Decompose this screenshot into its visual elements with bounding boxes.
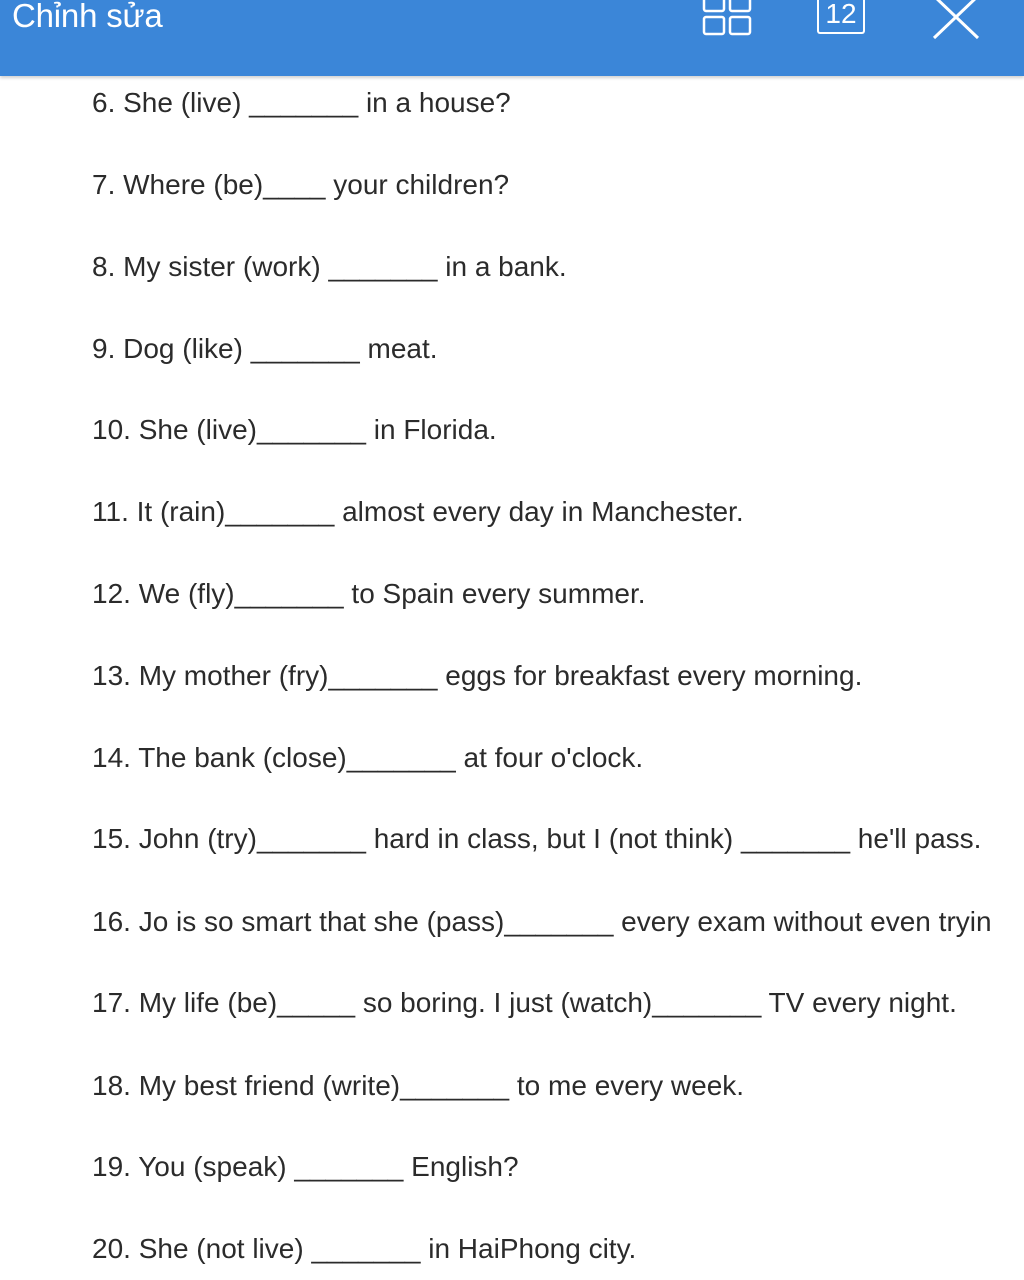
exercise-line: 20. She (not live) _______ in HaiPhong city. [92, 1233, 637, 1264]
exercise-line: 14. The bank (close)_______ at four o'clock. [92, 742, 644, 773]
exercise-line: 8. My sister (work) _______ in a bank. [92, 251, 567, 282]
exercise-line: 19. You (speak) _______ English? [92, 1151, 519, 1182]
exercise-line: 12. We (fly)_______ to Spain every summer. [92, 578, 646, 609]
exercise-line: 13. My mother (fry)_______ eggs for breakfast every morning. [92, 660, 863, 691]
top-bar [0, 0, 1024, 76]
exercise-line: 11. It (rain)_______ almost every day in Manchester. [92, 496, 744, 527]
page-title: Chỉnh sửa [12, 0, 163, 34]
close-icon [930, 0, 982, 40]
exercise-line: 16. Jo is so smart that she (pass)_______ every exam without even tryin [92, 906, 992, 937]
grid-view-button[interactable] [702, 0, 752, 38]
exercise-line: 10. She (live)_______ in Florida. [92, 414, 497, 445]
exercise-line: 9. Dog (like) _______ meat. [92, 333, 438, 364]
exercise-line: 17. My life (be)_____ so boring. I just (watch)_______ TV every night. [92, 987, 957, 1018]
page-count-button[interactable] [815, 0, 867, 40]
exercise-line: 15. John (try)_______ hard in class, but I (not think) _______ he'll pass. [92, 823, 982, 854]
exercise-line: 18. My best friend (write)_______ to me every week. [92, 1070, 745, 1101]
close-button[interactable] [930, 0, 982, 40]
page-count-icon [817, 0, 865, 34]
exercise-line: 7. Where (be)____ your children? [92, 169, 510, 200]
grid-view-icon [702, 0, 752, 38]
page-count: 12 [825, 0, 857, 29]
exercise-line: 6. She (live) _______ in a house? [92, 87, 511, 118]
